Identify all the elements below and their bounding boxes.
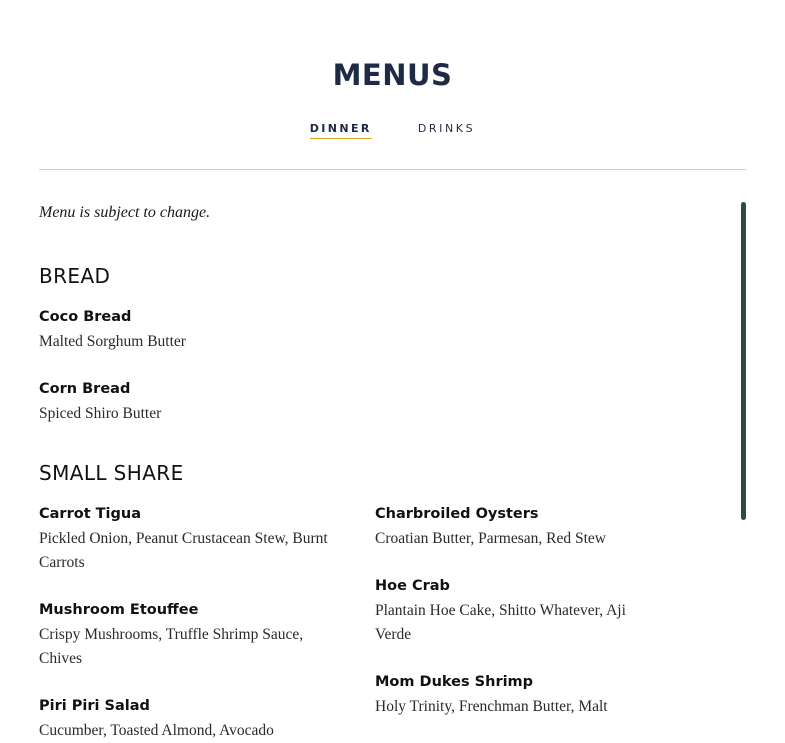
item-description: Croatian Butter, Parmesan, Red Stew	[375, 530, 606, 547]
menu-item	[375, 672, 665, 719]
item-name: Mom Dukes Shrimp	[375, 674, 534, 690]
item-description: Cucumber, Toasted Almond, Avocado	[39, 722, 274, 739]
menu-tabs	[0, 122, 785, 139]
item-description: Crispy Mushrooms, Truffle Shrimp Sauce, Chives	[39, 626, 304, 667]
item-description: Plantain Hoe Cake, Shitto Whatever, Aji Verde	[375, 602, 626, 643]
item-name: Mushroom Etouffee	[39, 602, 199, 618]
page-title: MENUS	[332, 58, 453, 92]
item-name: Coco Bread	[39, 309, 132, 325]
header-divider	[39, 169, 746, 170]
section-title-small-share: SMALL SHARE	[39, 461, 184, 485]
menu-item	[39, 379, 339, 426]
menu-item	[39, 600, 329, 671]
item-description: Holy Trinity, Frenchman Butter, Malt	[375, 698, 608, 715]
item-name: Piri Piri Salad	[39, 698, 150, 714]
item-name: Corn Bread	[39, 381, 131, 397]
tab-drinks[interactable]: DRINKS	[417, 122, 476, 135]
menu-note: Menu is subject to change.	[39, 204, 211, 221]
menu-item	[375, 504, 665, 551]
menu-item	[39, 696, 329, 743]
scrollbar-thumb[interactable]	[741, 202, 746, 520]
menu-item	[39, 307, 339, 354]
menu-item	[375, 576, 665, 647]
item-description: Malted Sorghum Butter	[39, 333, 186, 350]
section-title-bread: BREAD	[39, 264, 111, 288]
item-name: Carrot Tigua	[39, 506, 142, 522]
item-name: Charbroiled Oysters	[375, 506, 539, 522]
tab-dinner[interactable]: DINNER	[310, 122, 372, 139]
item-name: Hoe Crab	[375, 578, 450, 594]
item-description: Spiced Shiro Butter	[39, 405, 162, 422]
item-description: Pickled Onion, Peanut Crustacean Stew, Burnt Carrots	[39, 530, 328, 571]
menu-item	[39, 504, 329, 575]
